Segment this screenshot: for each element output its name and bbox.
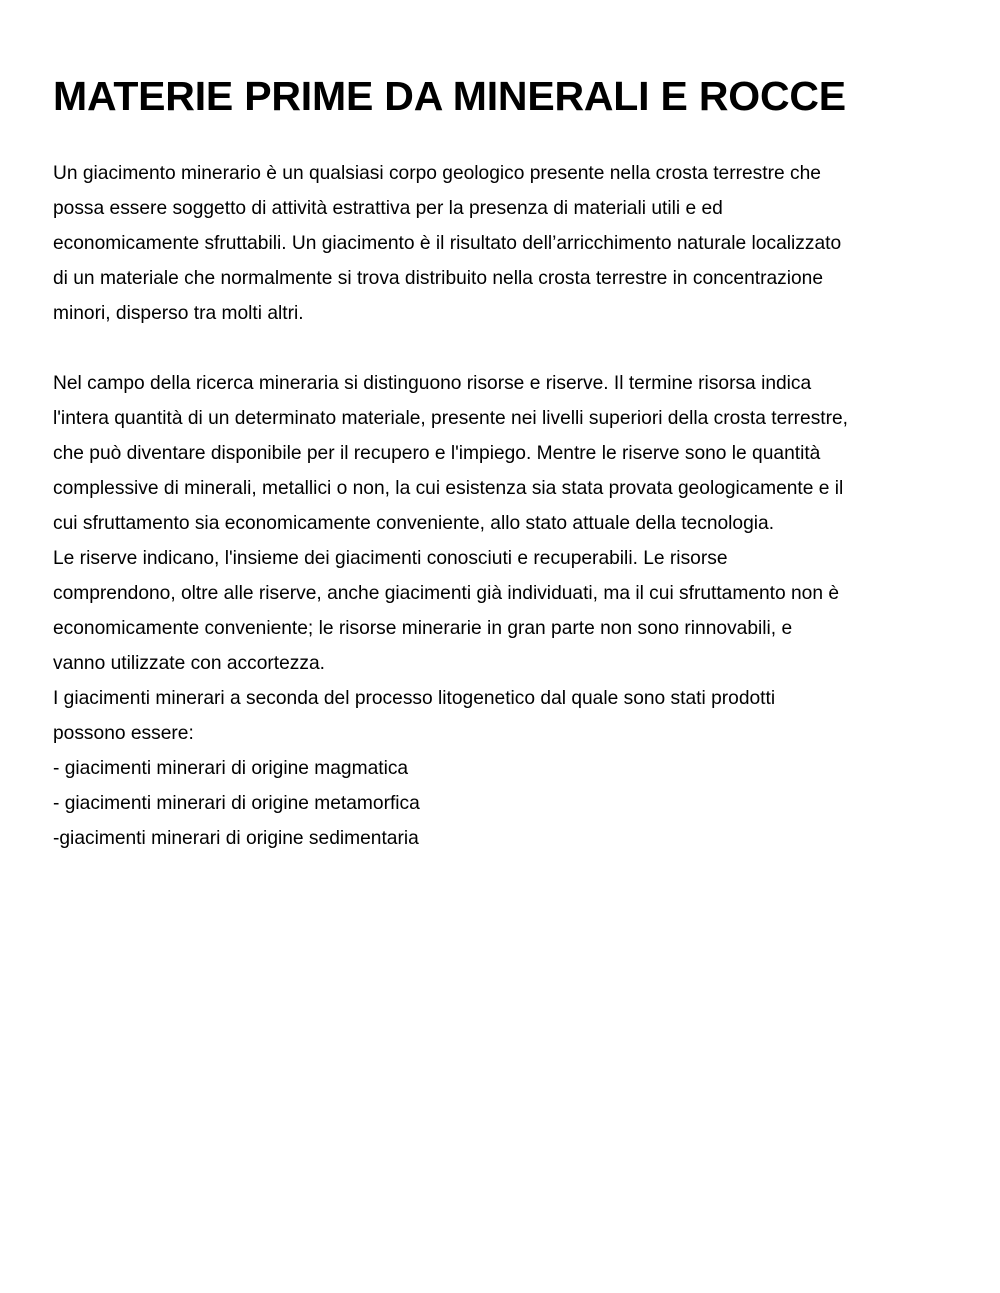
text-line: possa essere soggetto di attività estrattiva per la presenza di materiali utili e ed [53, 198, 723, 219]
text-line: Un giacimento minerario è un qualsiasi corpo geologico presente nella crosta terrestre che [53, 163, 821, 184]
text-line: cui sfruttamento sia economicamente conveniente, allo stato attuale della tecnologia. [53, 513, 775, 534]
text-line: complessive di minerali, metallici o non, la cui esistenza sia stata provata geologicamente e il [53, 478, 844, 499]
text-line: comprendono, oltre alle riserve, anche giacimenti già individuati, ma il cui sfruttamento non è [53, 583, 840, 604]
list-item: - giacimenti minerari di origine metamorfica [53, 793, 420, 814]
text-line: economicamente sfruttabili. Un giacimento è il risultato dell’arricchimento naturale localizzato [53, 233, 842, 254]
list-item: - giacimenti minerari di origine magmatica [53, 758, 409, 779]
text-line: Le riserve indicano, l'insieme dei giacimenti conosciuti e recuperabili. Le risorse [53, 548, 728, 569]
text-line: minori, disperso tra molti altri. [53, 303, 304, 324]
text-line: Nel campo della ricerca mineraria si distinguono risorse e riserve. Il termine risorsa indica [53, 373, 812, 394]
list-item: -giacimenti minerari di origine sedimentaria [53, 828, 419, 849]
text-line: che può diventare disponibile per il recupero e l'impiego. Mentre le riserve sono le quantità [53, 443, 821, 464]
document-title: MATERIE PRIME DA MINERALI E ROCCE [53, 73, 846, 119]
text-line: l'intera quantità di un determinato materiale, presente nei livelli superiori della crosta terrestre, [53, 408, 849, 429]
text-line: di un materiale che normalmente si trova distribuito nella crosta terrestre in concentrazione [53, 268, 824, 289]
text-line: economicamente conveniente; le risorse minerarie in gran parte non sono rinnovabili, e [53, 618, 793, 639]
text-line: I giacimenti minerari a seconda del processo litogenetico dal quale sono stati prodotti [53, 688, 776, 709]
text-line: vanno utilizzate con accortezza. [53, 653, 325, 674]
text-line: possono essere: [53, 723, 194, 744]
